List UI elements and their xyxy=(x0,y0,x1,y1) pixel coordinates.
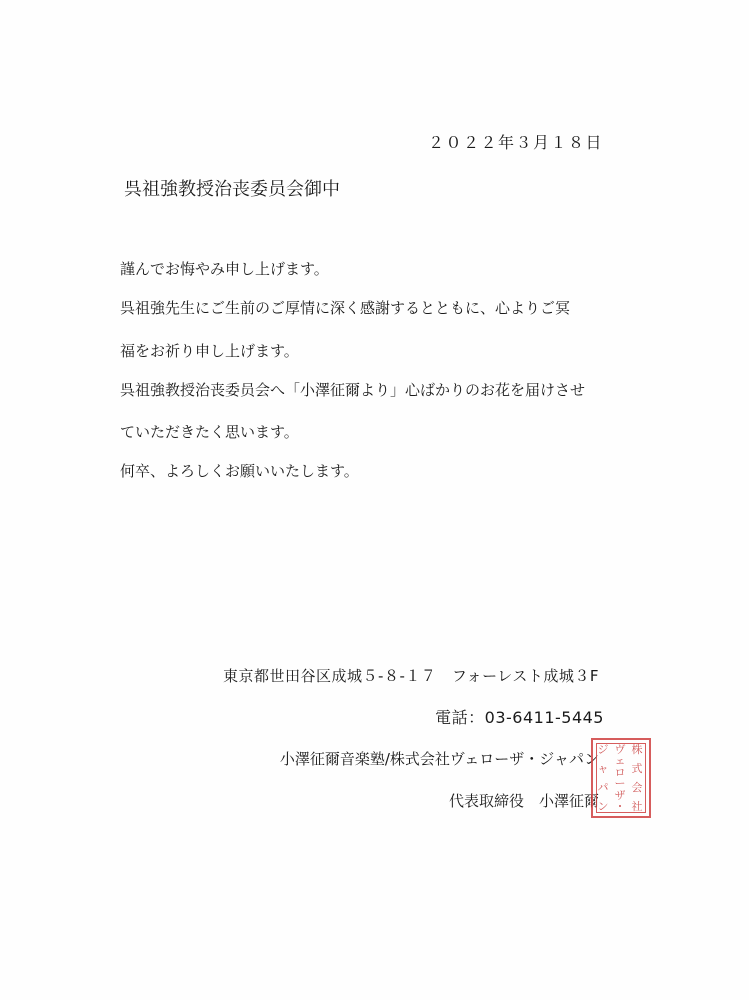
signature-company: 小澤征爾音楽塾/株式会社ヴェローザ・ジャパン xyxy=(279,750,599,768)
signature-representative: 代表取締役 小澤征爾 xyxy=(448,792,599,810)
signature-phone: 電話：03-6411-5445 xyxy=(435,708,604,727)
company-seal-stamp xyxy=(591,738,651,818)
body-line-5: ていただきたく思います。 xyxy=(120,423,299,441)
letter-addressee: 呉祖強教授治丧委员会御中 xyxy=(124,179,340,200)
body-line-4: 呉祖強教授治丧委员会へ「小澤征爾より」心ばかりのお花を届けさせ xyxy=(120,381,586,399)
body-line-2: 呉祖強先生にご生前のご厚情に深く感謝するとともに、心よりご冥 xyxy=(120,299,571,317)
seal-column-2: ヴ ェ ロ ー ザ ・ xyxy=(614,743,626,813)
body-line-6: 何卒、よろしくお願いいたします。 xyxy=(120,462,359,480)
body-line-3: 福をお祈り申し上げます。 xyxy=(120,342,299,360)
seal-column-3: ジ ャ パ ン xyxy=(597,743,609,813)
seal-column-1: 株 式 会 社 xyxy=(631,743,643,813)
body-line-1: 謹んでお悔やみ申し上げます。 xyxy=(120,260,329,278)
signature-address: 東京都世田谷区成城５-８-１７ フォーレスト成城３F xyxy=(223,667,599,685)
letter-date: ２０２２年３月１８日 xyxy=(427,133,603,152)
